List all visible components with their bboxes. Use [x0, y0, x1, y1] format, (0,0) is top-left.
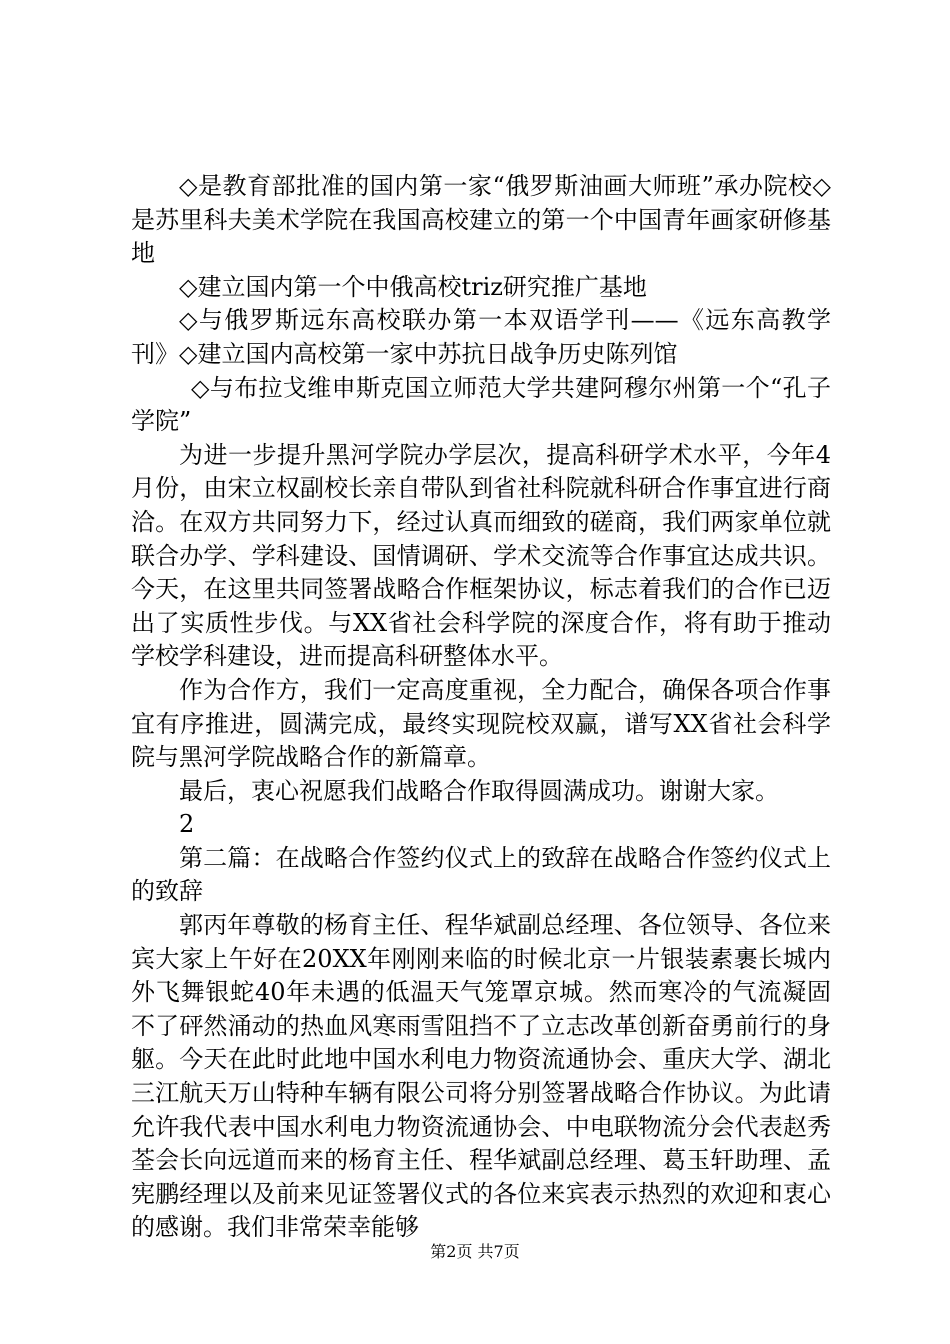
paragraph-commitment: 作为合作方，我们一定高度重视，全力配合，确保各项合作事宜有序推进，圆满完成，最终实现院校双赢，谱写XX省社会科学院与黑河学院战略合作的新篇章。 — [131, 675, 831, 772]
page-number-footer: 第2页 共7页 — [430, 1242, 520, 1261]
document-body — [131, 170, 831, 1245]
paragraph-speech: 郭丙年尊敬的杨育主任、程华斌副总经理、各位领导、各位来宾大家上午好在20XX年刚刚来临的时候北京一片银装素裹长城内外飞舞银蛇40年未遇的低温天气笼罩京城。然而寒冷的气流凝固不了砰然涌动的热血风寒雨雪阻挡不了立志改革创新奋勇前行的身躯。今天在此时此地中国水利电力物资流通协会、重庆大学、湖北三江航天万山特种车辆有限公司将分别签署战略合作协议。为此请允许我代表中国水利电力物资流通协会、中电联物流分会代表赵秀荃会长向远道而来的杨育主任、程华斌副总经理、葛玉轩助理、孟宪鹏经理以及前来见证签署仪式的各位来宾表示热烈的欢迎和衷心的感谢。我们非常荣幸能够 — [131, 911, 831, 1242]
paragraph-honors-4: ◇与布拉戈维申斯克国立师范大学共建阿穆尔州第一个“孔子学院” — [131, 373, 831, 436]
paragraph-closing: 最后，衷心祝愿我们战略合作取得圆满成功。谢谢大家。 — [179, 776, 779, 805]
paragraph-cooperation: 为进一步提升黑河学院办学层次，提高科研学术水平，今年4月份，由宋立权副校长亲自带队到省社科院就科研合作事宜进行商洽。在双方共同努力下，经过认真而细致的磋商，我们两家单位就联合办学、学科建设、国情调研、学术交流等合作事宜达成共识。今天，在这里共同签署战略合作框架协议，标志着我们的合作已迈出了实质性步伐。与XX省社会科学院的深度合作，将有助于推动学校学科建设，进而提高科研整体水平。 — [131, 440, 831, 671]
paragraph-honors-1: ◇是教育部批准的国内第一家“俄罗斯油画大师班”承办院校◇是苏里科夫美术学院在我国高校建立的第一个中国青年画家研修基地 — [131, 172, 831, 268]
paragraph-honors-3: ◇与俄罗斯远东高校联办第一本双语学刊——《远东高教学刊》◇建立国内高校第一家中苏抗日战争历史陈列馆 — [131, 306, 831, 368]
paragraph-honors-2: ◇建立国内第一个中俄高校triz研究推广基地 — [179, 272, 647, 301]
section-heading: 第二篇：在战略合作签约仪式上的致辞在战略合作签约仪式上的致辞 — [131, 843, 831, 906]
section-number: 2 — [179, 810, 195, 839]
